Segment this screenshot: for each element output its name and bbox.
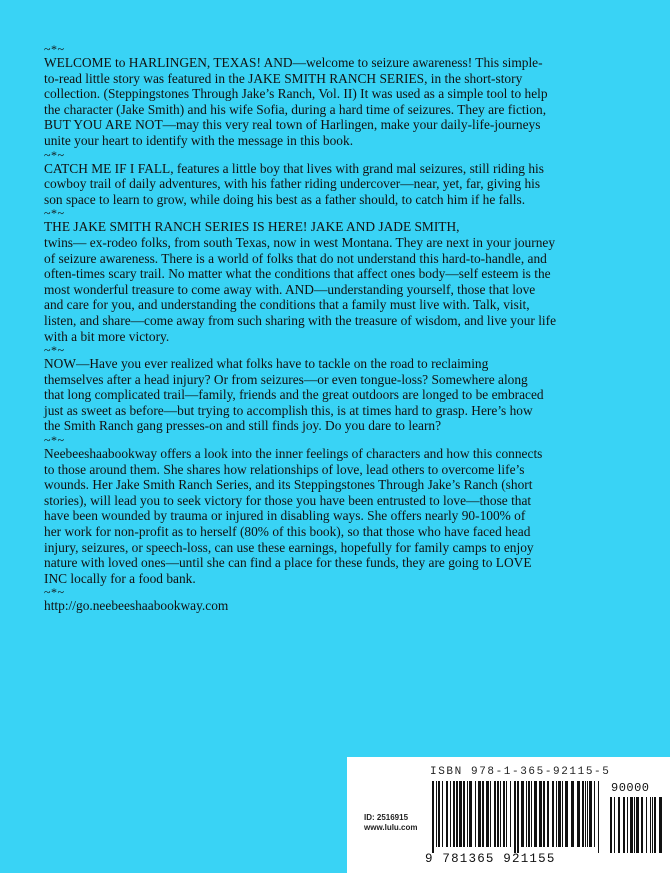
barcode-bar: [598, 781, 599, 853]
website-link[interactable]: http://go.neebeeshaabookway.com: [44, 598, 229, 614]
barcode-bar: [589, 781, 592, 847]
barcode-bar: [514, 781, 516, 853]
barcode-bar: [490, 781, 491, 847]
barcode-bar: [517, 781, 519, 853]
addon-bar: [618, 797, 620, 853]
barcode-bar: [506, 781, 507, 847]
barcode-bar: [453, 781, 455, 847]
barcode-bar: [510, 781, 511, 847]
barcode-bar: [558, 781, 561, 847]
barcode-bar: [562, 781, 563, 847]
barcode-bar: [438, 781, 440, 847]
ean-digits: 9 781365 921155: [425, 852, 556, 866]
separator: ~*~: [44, 433, 65, 448]
barcode-bar: [467, 781, 468, 847]
addon-bar: [641, 797, 643, 853]
barcode-bar: [463, 781, 465, 847]
separator: ~*~: [44, 147, 65, 162]
addon-bar: [636, 797, 639, 853]
separator: ~*~: [44, 206, 65, 221]
barcode-bar: [503, 781, 505, 847]
author-paragraph: Neebeeshaabookway offers a look into the inner feelings of characters and how this connects to those around them. She shares how relationships of love, lead others to overcome life’s wounds. Her Jake Smith Ranch Series, and its Steppingstones Through Jake’s Ranch (short stories), will lead you to seek victory for those you have been entrusted to love—those that have been wounded by trauma or injured in disabling ways. She offers nearly 90-100% of her work for non-profit as to herself (80% of this book), so that those who have faced head injury, seizures, or speech-loss, can use these earnings, hopefully for family camps to enjoy nature with loved ones—until she can find a place for these funds, they are going to LOVE INC locally for a food bank.: [44, 446, 543, 586]
barcode-bar: [543, 781, 545, 847]
welcome-paragraph: WELCOME to HARLINGEN, TEXAS! AND—welcome to seizure awareness! This simple- to-read little story was featured in the JAKE SMITH RANCH SERIES, in the short-story collection. (Steppingstones Through Jake’s Ranch, Vol. II) It was used as a simple tool to help the character (Jake Smith) and his wife Sofia, during a hard time of seizures. They are fiction, BUT YOU ARE NOT—may this very real town of Harlingen, make your daily-life-journeys unite your heart to identify with the message in this book.: [44, 55, 548, 148]
barcode-bar: [594, 781, 595, 847]
barcode-bar: [539, 781, 542, 847]
catch-me-paragraph: CATCH ME IF I FALL, features a little boy that lives with grand mal seizures, still riding his cowboy trail of daily adventures, with his father riding undercover—near, yet, far, giving his son space to learn to grow, while doing his best as a father should, to catch him if he falls.: [44, 160, 544, 207]
addon-bar: [659, 797, 662, 853]
barcode-bar: [582, 781, 584, 847]
barcode-bar: [528, 781, 530, 847]
barcode-bar: [552, 781, 554, 847]
barcode-bar: [587, 781, 588, 847]
now-paragraph: NOW—Have you ever realized what folks have to tackle on the road to reclaiming themselves after a head injury? Or from seizures—or even tongue-loss? Somewhere along that long complicated trail—family, friends and the great outdoors are longed to be embraced just as sweet as before—but trying to accomplish this, is at times hard to grasp. Here’s how the Smith Ranch gang presses-on and still finds joy. Do you dare to learn?: [44, 356, 544, 434]
barcode-bar: [585, 781, 586, 847]
addon-bar: [627, 797, 628, 853]
addon-digits: 90000: [611, 781, 650, 795]
barcode-bar: [556, 781, 557, 847]
barcode-bar: [526, 781, 527, 847]
addon-bar: [614, 797, 615, 853]
barcode-bar: [442, 781, 443, 847]
lulu-id-block: [364, 813, 417, 833]
series-paragraph: THE JAKE SMITH RANCH SERIES IS HERE! JAKE AND JADE SMITH, twins— ex-rodeo folks, from south Texas, now in west Montana. They are next in your journey of seizure awareness. There is a world of folks that do not understand this hard-to-handle, and often-times scary trail. No matter what the conditions that affect ones body—self esteem is the most wonderful treasure to come away with. AND—understanding yourself, those that love and care for you, and understanding the conditions that a family must live with. Talk, visit, listen, and share—come away from such sharing with the treasure of wisdom, and live your life with a bit more victory.: [44, 219, 557, 344]
barcode-bar: [521, 781, 524, 847]
separator: ~*~: [44, 42, 65, 56]
barcode-bar: [534, 781, 537, 847]
barcode-bar: [531, 781, 532, 847]
id-label: ID: 2516915: [364, 813, 409, 822]
addon-bar: [623, 797, 625, 853]
barcode-bar: [450, 781, 451, 847]
addon-bar: [654, 797, 656, 853]
barcode-bar: [432, 781, 434, 853]
barcode-bar: [500, 781, 501, 847]
back-cover-text: [44, 43, 624, 614]
addon-bar: [646, 797, 647, 853]
addon-bar: [650, 797, 651, 853]
addon-bar: [652, 797, 653, 853]
addon-bar: [630, 797, 633, 853]
barcode-bar: [478, 781, 481, 847]
barcode-bar: [547, 781, 549, 847]
barcode-bar: [475, 781, 476, 847]
lulu-url: www.lulu.com: [364, 823, 418, 832]
separator: ~*~: [44, 585, 65, 600]
barcode-bar: [494, 781, 496, 847]
barcode-bar: [497, 781, 499, 847]
barcode-bar: [459, 781, 462, 847]
barcode-bar: [469, 781, 472, 847]
barcode-bar: [446, 781, 448, 847]
barcode-bar: [456, 781, 458, 847]
barcode-bar: [577, 781, 580, 847]
barcode-bar: [486, 781, 489, 847]
addon-bar: [634, 797, 635, 853]
separator: ~*~: [44, 343, 65, 358]
barcode-bar: [482, 781, 484, 847]
barcode-bar: [571, 781, 574, 847]
barcode-bar: [565, 781, 568, 847]
isbn-text: ISBN 978-1-365-92115-5: [430, 766, 611, 778]
barcode-bar: [436, 781, 437, 847]
barcode-box: [347, 757, 670, 873]
addon-bar: [610, 797, 612, 853]
